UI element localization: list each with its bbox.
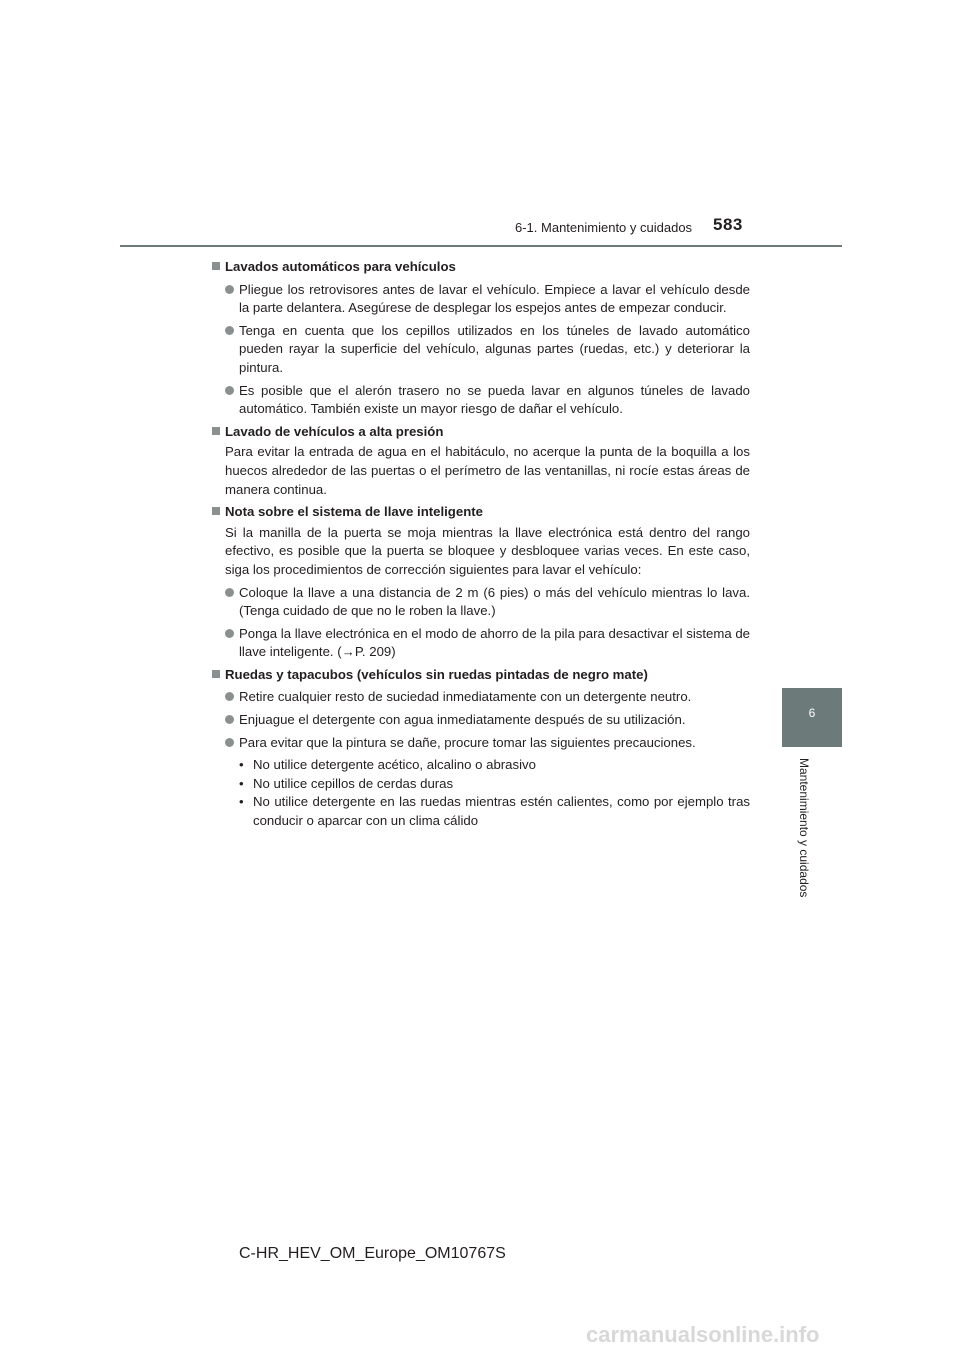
page-number: 583 <box>713 215 743 234</box>
section-heading-text: Nota sobre el sistema de llave inteligente <box>225 504 483 520</box>
list-item <box>225 734 750 753</box>
sub-list-item <box>239 756 750 775</box>
sub-list-item-text: No utilice detergente en las ruedas mientras estén calientes, como por ejemplo tras conducir o aparcar con un clima cálido <box>253 794 750 829</box>
section-heading <box>210 666 750 685</box>
sub-list-item-text: No utilice detergente acético, alcalino o abrasivo <box>253 757 536 773</box>
small-dot-bullet-icon: • <box>239 757 244 773</box>
circle-bullet-icon <box>225 715 234 724</box>
section-heading-text: Lavado de vehículos a alta presión <box>225 423 444 439</box>
chapter-side-label: Mantenimiento y cuidados <box>797 758 811 898</box>
list-item <box>225 711 750 730</box>
sub-list-item-text: No utilice cepillos de cerdas duras <box>253 775 454 791</box>
sub-list <box>239 756 750 830</box>
list-item-text: Retire cualquier resto de suciedad inmediatamente con un detergente neutro. <box>239 689 692 705</box>
list-item-text: Coloque la llave a una distancia de 2 m (6 pies) o más del vehículo mientras lo lava. (Tenga cuidado de que no le roben la llave.) <box>239 584 750 619</box>
square-bullet-icon <box>212 670 220 678</box>
list-item <box>225 281 750 318</box>
square-bullet-icon <box>212 427 220 435</box>
list-item-text: Tenga en cuenta que los cepillos utilizados en los túneles de lavado automático pueden rayar la superficie del vehículo, algunas partes (ruedas, etc.) y deteriorar la pintura. <box>239 322 750 375</box>
chapter-tab-number: 6 <box>808 706 816 720</box>
small-dot-bullet-icon: • <box>239 775 244 791</box>
circle-bullet-icon <box>225 629 234 638</box>
square-bullet-icon <box>212 507 220 515</box>
list-item <box>225 322 750 378</box>
small-dot-bullet-icon: • <box>239 794 244 810</box>
footer-doc-code: C-HR_HEV_OM_Europe_OM10767S <box>239 1245 506 1262</box>
circle-bullet-icon <box>225 326 234 335</box>
watermark: carmanualsonline.info <box>586 1322 820 1347</box>
section-heading <box>210 423 750 442</box>
sub-list-item <box>239 775 750 794</box>
section-paragraph: Para evitar la entrada de agua en el habitáculo, no acerque la punta de la boquilla a los huecos alrededor de las puertas o el perímetro de las ventanillas, ni rocíe estas áreas de manera continua. <box>225 444 750 497</box>
list-item <box>225 688 750 707</box>
page-content <box>210 254 750 831</box>
list-item-text: Es posible que el alerón trasero no se pueda lavar en algunos túneles de lavado automático. También existe un mayor riesgo de dañar el vehículo. <box>239 382 750 417</box>
list-item <box>225 584 750 621</box>
circle-bullet-icon <box>225 386 234 395</box>
list-item-text: Para evitar que la pintura se dañe, procure tomar las siguientes precauciones. <box>239 734 696 750</box>
section-heading <box>210 258 750 277</box>
header-section-title: 6-1. Mantenimiento y cuidados <box>515 220 693 235</box>
circle-bullet-icon <box>225 588 234 597</box>
sub-list-item <box>239 793 750 830</box>
list-item <box>225 382 750 419</box>
circle-bullet-icon <box>225 285 234 294</box>
section-heading <box>210 503 750 522</box>
list-item-text: Ponga la llave electrónica en el modo de ahorro de la pila para desactivar el sistema de llave inteligente. (→P. 209) <box>239 625 750 660</box>
list-item-text: Enjuague el detergente con agua inmediatamente después de su utilización. <box>239 712 686 728</box>
square-bullet-icon <box>212 262 220 270</box>
circle-bullet-icon <box>225 692 234 701</box>
circle-bullet-icon <box>225 738 234 747</box>
section-heading-text: Lavados automáticos para vehículos <box>225 259 456 274</box>
section-paragraph: Si la manilla de la puerta se moja mientras la llave electrónica está dentro del rango efectivo, es posible que la puerta se bloquee y desbloquee varias veces. En este caso, siga los procedimientos de corrección siguientes para lavar el vehículo: <box>225 524 750 577</box>
list-item <box>225 625 750 662</box>
header-divider <box>120 245 842 247</box>
list-item-text: Pliegue los retrovisores antes de lavar el vehículo. Empiece a lavar el vehículo desde la parte delantera. Asegúrese de desplegar los espejos antes de empezar conducir. <box>239 281 750 316</box>
section-heading-text: Ruedas y tapacubos (vehículos sin ruedas pintadas de negro mate) <box>225 666 648 682</box>
